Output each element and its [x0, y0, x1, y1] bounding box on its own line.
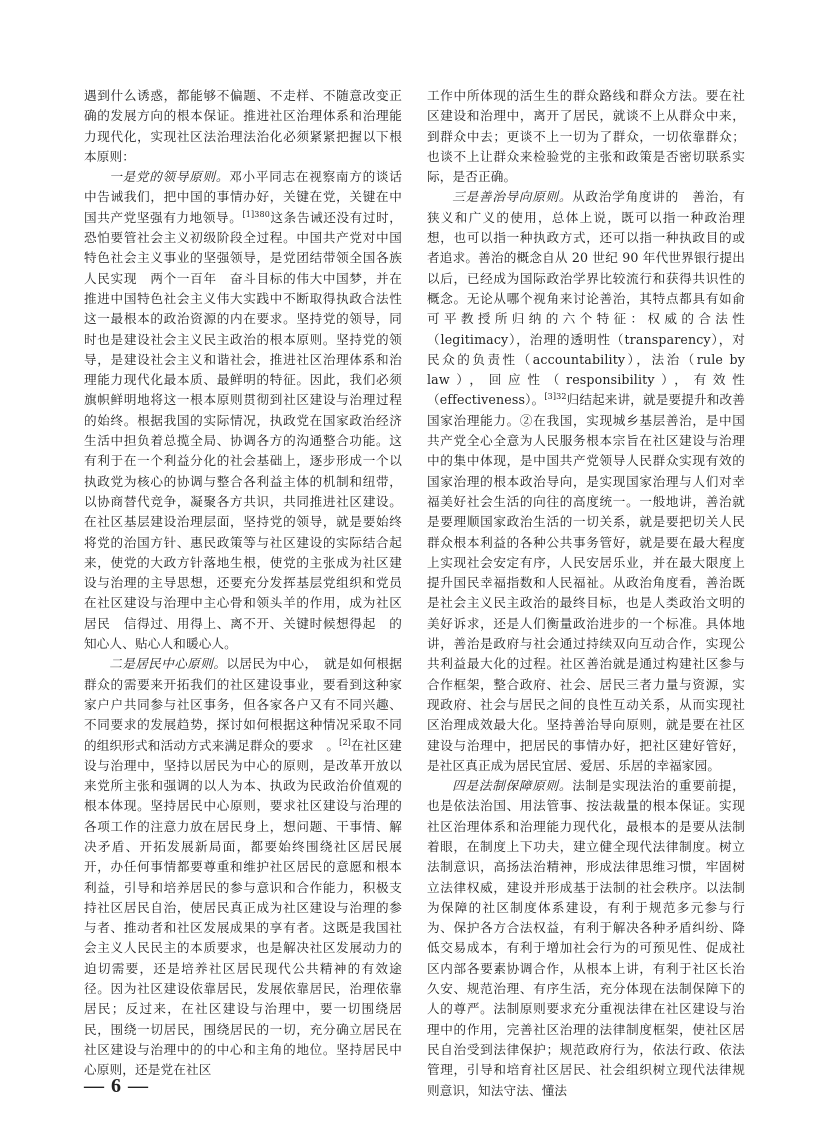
- citation: [2]: [339, 737, 351, 747]
- principle-heading: 三是善治导向原则。: [452, 189, 573, 205]
- left-column: [84, 86, 402, 1081]
- paragraph-text: 以居民为中心， 就是如何根据群众的需要来开拓我们的社区建设事业，要看到这种家家户户共同参与社区事务，但各家各户又有不同兴趣、不同要求的发展趋势，探讨如何根据这种情况采取不同的组织形式和活动方式来满足群众的要求 。: [84, 656, 402, 753]
- paragraph-text: 从政治学角度讲的 善治，有狭义和广义的使用，总体上说，既可以指一种政治理想，也可以指一种执政方式，还可以指一种执政目的或者追求。善治的概念自从 20 世纪 90 年代世界银行提出以后，已经成为国际政治学界比较流行和获得共识性的概念。无论从哪个视角来讨论善治，其特点都具有如俞可平教授所归纳的六个特征：权威的合法性（legitimacy），治理的透明性（transparency），对民众的负责性（accountability），法治（rule by law），回应性（responsibility），有效性（effectiveness）。: [427, 189, 745, 408]
- citation: [1]380: [242, 209, 270, 219]
- page-number: — 6 —: [84, 1075, 149, 1097]
- paragraph: [427, 776, 745, 1101]
- principle-heading: 四是法制保障原则。: [452, 778, 573, 794]
- citation: [3]32: [544, 392, 567, 402]
- paragraph: [84, 167, 402, 654]
- paragraph: [427, 187, 745, 776]
- principle-heading: 一是党的领导原则。: [109, 169, 230, 185]
- paragraph-text: 邓小平同志在视察南方的谈话中告诫我们，把中国的事情办好，关键在党，关键在中国共产党坚强有力地领导。: [84, 169, 402, 225]
- paragraph-text: 这条告诫还没有过时，恐怕要管社会主义初级阶段全过程。中国共产党对中国特色社会主义事业的坚强领导，是党团结带领全国各族人民实现 两个一百年 奋斗目标的伟大中国梦，并在推进中国特色社会主义伟大实践中不断取得执政合法性这一最根本的政治资源的内在要求。坚持党的领导，同时也是建设社会主义民主政治的根本原则。坚持党的领导，是建设社会主义和谐社会，推进社区治理体系和治理能力现代化最本质、最鲜明的特征。因此，我们必须旗帜鲜明地将这一根本原则贯彻到社区建设与治理过程的始终。根据我国的实际情况，执政党在国家政治经济生活中担负着总揽全局、协调各方的沟通整合功能。这有利于在一个利益分化的社会基础上，逐步形成一个以执政党为核心的协调与整合各利益主体的机制和纽带，以协商替代竞争，凝聚各方共识，共同推进社区建设。在社区基层建设治理层面，坚持党的领导，就是要始终将党的治国方针、惠民政策等与社区建设的实际结合起来，使党的大政方针落地生根，使党的主张成为社区建设与治理的主导思想，还要充分发挥基层党组织和党员在社区建设与治理中主心骨和领头羊的作用，成为社区居民 信得过、用得上、离不开、关键时候想得起 的知心人、贴心人和暖心人。: [84, 209, 403, 652]
- paragraph: 遇到什么诱惑，都能够不偏题、不走样、不随意改变正确的发展方向的根本保证。推进社区治理体系和治理能力现代化，实现社区法治理法治化必须紧紧把握以下根本原则：: [84, 88, 402, 164]
- paragraph: [84, 654, 402, 1080]
- paragraph-text: 法制是实现法治的重要前提，也是依法治国、用法管事、按法裁量的根本保证。实现社区治理体系和治理能力现代化，最根本的是要从法制着眼，在制度上下功夫，建立健全现代法律制度。树立法制意识，高扬法治精神，形成法律思维习惯，牢固树立法律权威，建设并形成基于法制的社会秩序。以法制为保障的社区制度体系建设，有利于规范多元参与行为、保护各方合法权益，有利于解决各种矛盾纠纷、降低交易成本，有利于增加社会行为的可预见性、促成社区内部各要素协调合作，从根本上讲，有利于社区长治久安、规范治理、有序生活，充分体现在法制保障下的人的尊严。法制原则要求充分重视法律在社区建设与治理中的作用，完善社区治理的法律制度框架，使社区居民自治受到法律保护；规范政府行为，依法行政、依法管理，引导和培育社区居民、社会组织树立现代法律规则意识，知法守法、懂法: [427, 778, 745, 1098]
- principle-heading: 二是居民中心原则。: [109, 656, 227, 672]
- paragraph-text: 归结起来讲，就是要提升和改善国家治理能力。②在我国，实现城乡基层善治，是中国共产党全心全意为人民服务根本宗旨在社区建设与治理中的集中体现，是中国共产党领导人民群众实现有效的国家治理的根本政治导向，是实现国家治理与人们对幸福美好社会生活的向往的高度统一。一般地讲，善治就是要理顺国家政治生活的一切关系，就是要把切关人民群众根本利益的各种公共事务管好，就是要在最大程度上实现社会安定有序，人民安居乐业，并在最大限度上提升国民幸福指数和人民福祉。从政治角度看，善治既是社会主义民主政治的最终目标，也是人类政治文明的美好诉求，还是人们衡量政治进步的一个标准。具体地讲，善治是政府与社会通过持续双向互动合作，实现公共利益最大化的过程。社区善治就是通过构建社区参与合作框架，整合政府、社会、居民三者力量与资源，实现政府、社会与居民之间的良性互动关系，从而实现社区治理成效最大化。坚持善治导向原则，就是要在社区建设与治理中，把居民的事情办好，把社区建好管好，是社区真正成为居民宜居、爱居、乐居的幸福家园。: [427, 392, 745, 773]
- paragraph-text: 在社区建设与治理中，坚持以居民为中心的原则，是改革开放以来党所主张和强调的以人为本、执政为民政治价值观的根本体现。坚持居民中心原则，要求社区建设与治理的各项工作的注意力放在居民身上，想问题、干事情、解决矛盾、开拓发展新局面，都要始终围绕社区居民展开，办任何事情都要尊重和维护社区居民的意愿和根本利益，引导和培养居民的参与意识和合作能力，积极支持社区居民自治，使居民真正成为社区建设与治理的参与者、推动者和社区发展成果的享有者。这既是我国社会主义人民民主的本质要求，也是解决社区发展动力的迫切需要，还是培养社区居民现代公共精神的有效途径。因为社区建设依靠居民，发展依靠居民，治理依靠居民；反过来，在社区建设与治理中，要一切围绕居民，围绕一切居民，围绕居民的一切，充分确立居民在社区建设与治理中的的中心和主角的地位。坚持居民中心原则，还是党在社区: [84, 737, 403, 1078]
- right-column: [427, 86, 745, 1101]
- paragraph: 工作中所体现的活生生的群众路线和群众方法。要在社区建设和治理中，离开了居民，就谈不上从群众中来，到群众中去；更谈不上一切为了群众，一切依靠群众；也谈不上让群众来检验党的主张和政策是否密切联系实际，是否正确。: [427, 88, 745, 185]
